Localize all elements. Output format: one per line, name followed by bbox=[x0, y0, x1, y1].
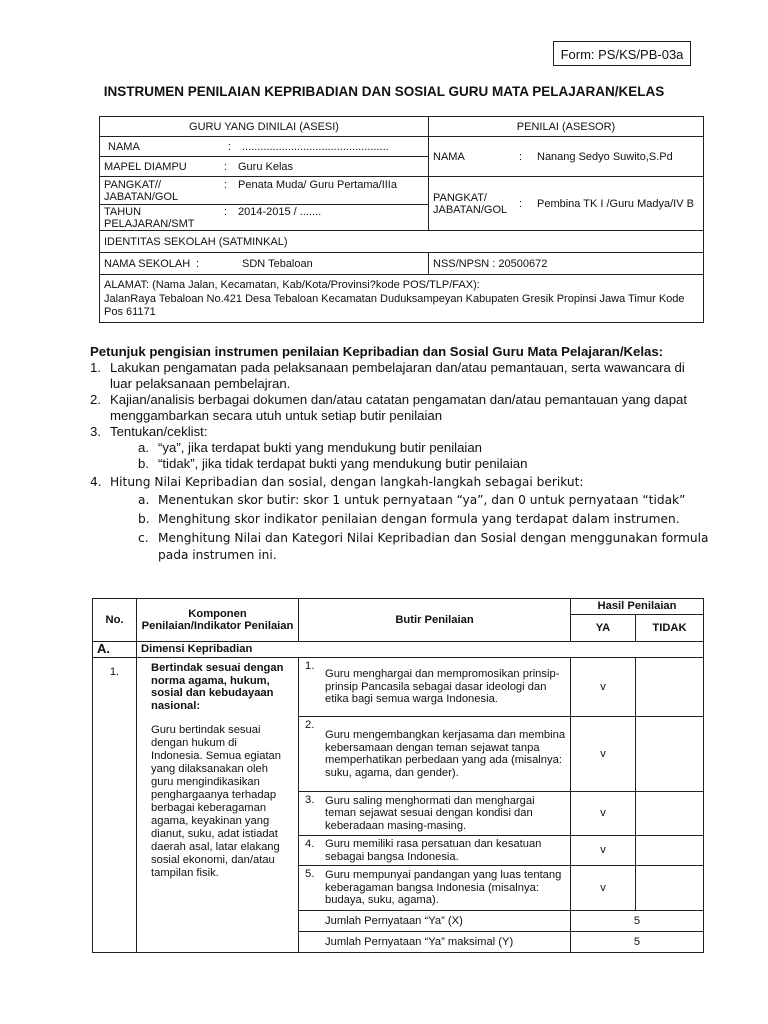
sum-y-value: 5 bbox=[571, 932, 704, 953]
instruction-text: Tentukan/ceklist: bbox=[110, 424, 208, 439]
col-tidak-header: TIDAK bbox=[636, 615, 704, 642]
instruction-number: 2. bbox=[90, 392, 101, 407]
instruction-subtext: “tidak”, jika tidak terdapat bukti yang mendukung butir penilaian bbox=[158, 456, 528, 471]
instruction-subitem bbox=[90, 492, 710, 509]
section-title: Dimensi Kepribadian bbox=[137, 642, 704, 658]
address-cell bbox=[100, 275, 704, 323]
item-text: Guru memiliki rasa persatuan dan kesatuan sebagai bangsa Indonesia. bbox=[325, 838, 542, 863]
field-sep: : bbox=[224, 160, 228, 173]
form-code-box: Form: PS/KS/PB-03a bbox=[553, 41, 691, 66]
asesor-pangkat-value: Pembina TK I /Guru Madya/IV B bbox=[537, 197, 694, 210]
item-cell bbox=[299, 792, 571, 836]
asesi-pangkat-cell bbox=[100, 177, 429, 205]
ya-check[interactable]: v bbox=[571, 792, 636, 836]
instruction-item bbox=[90, 360, 710, 392]
field-sep: : bbox=[519, 150, 523, 163]
identity-table bbox=[99, 116, 704, 323]
instruction-subnumber: b. bbox=[138, 512, 150, 526]
field-sep: : bbox=[224, 178, 228, 191]
instruction-subitem bbox=[90, 511, 710, 528]
field-sep: : bbox=[519, 197, 523, 210]
field-sep: : bbox=[224, 205, 228, 218]
instruction-subitem bbox=[90, 440, 710, 456]
col-result-header: Hasil Penilaian bbox=[571, 599, 704, 615]
instruction-step4-block bbox=[90, 474, 710, 564]
instruction-subnumber: b. bbox=[138, 456, 149, 471]
field-sep: : bbox=[228, 140, 232, 153]
page-title: INSTRUMEN PENILAIAN KEPRIBADIAN DAN SOSIAL GURU MATA PELAJARAN/KELAS bbox=[103, 84, 665, 99]
field-sep: : bbox=[196, 257, 200, 270]
tidak-check[interactable] bbox=[636, 792, 704, 836]
address-value: JalanRaya Tebaloan No.421 Desa Tebaloan Kecamatan Duduksampeyan Kabupaten Gresik Propinsi Jawa Timur Kode Pos 61171 bbox=[104, 292, 685, 318]
asesi-tahun-value: 2014-2015 / ....... bbox=[238, 205, 322, 218]
sum-x-value: 5 bbox=[571, 911, 704, 932]
tidak-check[interactable] bbox=[636, 866, 704, 911]
instruction-item bbox=[90, 474, 710, 491]
col-items-header: Butir Penilaian bbox=[299, 599, 571, 642]
asesi-name-value: ................................................ bbox=[242, 140, 389, 153]
instruction-subitem bbox=[90, 530, 710, 564]
instruction-number: 1. bbox=[90, 360, 101, 375]
nss-cell: NSS/NPSN : 20500672 bbox=[429, 253, 704, 275]
ya-check[interactable]: v bbox=[571, 836, 636, 866]
item-text: Guru mempunyai pandangan yang luas tentang keberagaman bangsa Indonesia (misalnya: budaya, suku, agama). bbox=[325, 869, 562, 907]
col-component-header: Komponen Penilaian/Indikator Penilaian bbox=[137, 599, 299, 642]
field-label: NAMA bbox=[108, 140, 140, 153]
tidak-check[interactable] bbox=[636, 836, 704, 866]
instruction-subtext: “ya”, jika terdapat bukti yang mendukung butir penilaian bbox=[158, 440, 483, 455]
item-cell bbox=[299, 717, 571, 792]
address-label: ALAMAT: (Nama Jalan, Kecamatan, Kab/Kota/Provinsi?kode POS/TLP/FAX): bbox=[104, 278, 480, 291]
item-number: 3. bbox=[305, 794, 315, 806]
ya-check[interactable]: v bbox=[571, 866, 636, 911]
school-name-label: NAMA SEKOLAH bbox=[104, 257, 191, 270]
item-cell bbox=[299, 836, 571, 866]
school-name-value: SDN Tebaloan bbox=[242, 257, 313, 270]
item-text: Guru saling menghormati dan menghargai teman sejawat sesuai dengan kondisi dan keberadaan masing-masing. bbox=[325, 794, 535, 832]
indicator-number: 1. bbox=[93, 658, 137, 953]
indicator-title: Bertindak sesuai dengan norma agama, hukum, sosial dan kebudayaan nasional: bbox=[151, 662, 284, 712]
asesi-pangkat-value: Penata Muda/ Guru Pertama/IIIa bbox=[238, 178, 397, 191]
field-label: PANGKAT// JABATAN/GOL bbox=[104, 178, 179, 203]
asesi-header: GURU YANG DINILAI (ASESI) bbox=[100, 117, 429, 137]
instruction-text: Lakukan pengamatan pada pelaksanaan pembelajaran dan/atau pemantauan, serta wawancara di luar pelaksanaan pembelajran. bbox=[110, 360, 685, 391]
indicator-description: Guru bertindak sesuai dengan hukum di Indonesia. Semua egiatan yang dilaksanakan oleh guru mengindikasikan penghargaanya terhadap berbagai keberagaman agama, keyakinan yang dianut, suku, adat istiadat daerah asal, latar elakang sosial ekonomi, dan/atau tampilan fisik. bbox=[151, 724, 281, 879]
instruction-number: 4. bbox=[90, 475, 102, 489]
instructions-heading: Petunjuk pengisian instrumen penilaian Kepribadian dan Sosial Guru Mata Pelajaran/Kelas: bbox=[90, 344, 664, 359]
item-number: 2. bbox=[305, 719, 315, 731]
item-number: 5. bbox=[305, 868, 315, 880]
assessment-table bbox=[92, 598, 704, 953]
instruction-text: Kajian/analisis berbagai dokumen dan/atau catatan pengamatan dan/atau pemantauan yang dapat menggambarkan secara utuh untuk setiap butir penilaian bbox=[110, 392, 688, 423]
school-identity-label: IDENTITAS SEKOLAH (SATMINKAL) bbox=[100, 231, 704, 253]
sum-y-label: Jumlah Pernyataan “Ya” maksimal (Y) bbox=[299, 932, 571, 953]
field-label: TAHUN PELAJARAN/SMT bbox=[104, 205, 195, 230]
instruction-text: Hitung Nilai Kepribadian dan sosial, dengan langkah-langkah sebagai berikut: bbox=[110, 475, 584, 489]
indicator-cell bbox=[137, 658, 299, 953]
instruction-subnumber: a. bbox=[138, 493, 150, 507]
instruction-item bbox=[90, 424, 710, 440]
asesor-name-cell bbox=[429, 137, 704, 177]
field-label: PANGKAT/ JABATAN/GOL bbox=[433, 191, 508, 216]
item-cell bbox=[299, 658, 571, 717]
sum-x-label: Jumlah Pernyataan “Ya” (X) bbox=[299, 911, 571, 932]
instruction-subnumber: c. bbox=[138, 531, 149, 545]
asesor-pangkat-cell bbox=[429, 177, 704, 231]
instruction-subitem bbox=[90, 456, 710, 472]
item-text: Guru menghargai dan mempromosikan prinsip-prinsip Pancasila sebagai dasar ideologi dan etika bagi semua warga Indonesia. bbox=[325, 668, 560, 706]
col-no-header: No. bbox=[93, 599, 137, 642]
instruction-subtext: Menghitung skor indikator penilaian dengan formula yang terdapat dalam instrumen. bbox=[158, 512, 680, 526]
instructions bbox=[90, 344, 710, 564]
col-ya-header: YA bbox=[571, 615, 636, 642]
asesor-name-value: Nanang Sedyo Suwito,S.Pd bbox=[537, 150, 673, 163]
asesor-header: PENILAI (ASESOR) bbox=[429, 117, 704, 137]
ya-check[interactable]: v bbox=[571, 717, 636, 792]
school-name-cell bbox=[100, 253, 429, 275]
asesi-name-cell bbox=[100, 137, 429, 157]
ya-check[interactable]: v bbox=[571, 658, 636, 717]
instruction-item bbox=[90, 392, 710, 424]
section-letter: A. bbox=[93, 642, 137, 658]
item-number: 4. bbox=[305, 838, 315, 850]
field-label: MAPEL DIAMPU bbox=[104, 160, 187, 173]
instruction-subtext: Menentukan skor butir: skor 1 untuk pernyataan “ya”, dan 0 untuk pernyataan “tidak” bbox=[158, 493, 686, 507]
item-number: 1. bbox=[305, 660, 315, 672]
instruction-subnumber: a. bbox=[138, 440, 149, 455]
instruction-number: 3. bbox=[90, 424, 101, 439]
tidak-check[interactable] bbox=[636, 658, 704, 717]
item-cell bbox=[299, 866, 571, 911]
asesi-tahun-cell bbox=[100, 205, 429, 231]
tidak-check[interactable] bbox=[636, 717, 704, 792]
asesi-mapel-value: Guru Kelas bbox=[238, 160, 294, 173]
asesi-mapel-cell bbox=[100, 157, 429, 177]
field-label: NAMA bbox=[433, 150, 465, 163]
item-text: Guru mengembangkan kerjasama dan membina kebersamaan dengan teman sejawat tanpa memperhatikan perbedaan yang ada (misalnya: suku, agama, dan gender). bbox=[325, 729, 566, 779]
instruction-subtext: Menghitung Nilai dan Kategori Nilai Kepribadian dan Sosial dengan menggunakan formula pada instrumen ini. bbox=[158, 531, 709, 562]
